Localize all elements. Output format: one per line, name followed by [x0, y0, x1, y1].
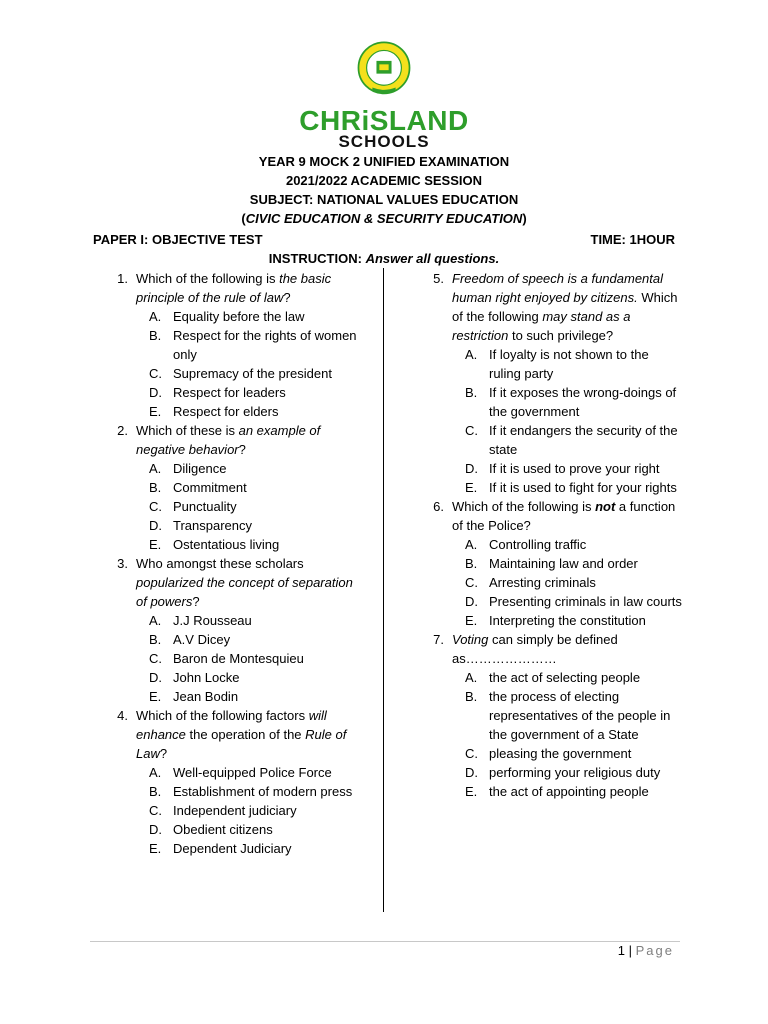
- question-number: 7.: [433, 632, 444, 647]
- option: E. Respect for elders: [149, 404, 279, 419]
- page-number: 1: [617, 943, 626, 958]
- question-7: [420, 630, 682, 801]
- option: D. John Locke: [149, 670, 240, 685]
- question-number: 3.: [117, 556, 128, 571]
- page-label: Page: [635, 943, 674, 958]
- option: A. the act of selecting people: [465, 670, 641, 685]
- school-name: CHRiSLAND: [299, 105, 469, 136]
- question-text: Which of the following factors will enhance the operation of the Rule of Law?: [136, 708, 347, 761]
- option: C. Arresting criminals: [465, 575, 596, 590]
- question-text: Freedom of speech is a fundamental human right enjoyed by citizens. Which of the following may stand as a restriction to such privilege?: [452, 271, 678, 343]
- subject-line: SUBJECT: NATIONAL VALUES EDUCATION: [249, 192, 519, 207]
- option: D. Transparency: [149, 518, 252, 533]
- option: B. Maintaining law and order: [465, 556, 638, 571]
- option: B. Respect for the rights of women only: [149, 328, 357, 362]
- school-subtitle: SCHOOLS: [338, 132, 430, 151]
- question-text: Which of these is an example of negative behavior?: [136, 423, 321, 457]
- question-5: [420, 269, 682, 497]
- option: A. Equality before the law: [149, 309, 305, 324]
- question-6: [420, 497, 682, 630]
- instruction: INSTRUCTION: Answer all questions.: [268, 251, 500, 266]
- option: B. Establishment of modern press: [149, 784, 353, 799]
- option: C. Independent judiciary: [149, 803, 297, 818]
- option: E. Ostentatious living: [149, 537, 280, 552]
- question-1: [104, 269, 366, 421]
- option: A. J.J Rousseau: [149, 613, 252, 628]
- option: A. Diligence: [149, 461, 227, 476]
- option: C. If it endangers the security of the state: [465, 423, 678, 457]
- option: E. Interpreting the constitution: [465, 613, 646, 628]
- subject-subtitle: (CIVIC EDUCATION & SECURITY EDUCATION): [241, 211, 527, 226]
- option: B. If it exposes the wrong-doings of the government: [465, 385, 677, 419]
- option: E. the act of appointing people: [465, 784, 649, 799]
- academic-session: 2021/2022 ACADEMIC SESSION: [285, 173, 483, 188]
- option: D. Obedient citizens: [149, 822, 273, 837]
- option: D. performing your religious duty: [465, 765, 661, 780]
- paper-label: PAPER I: OBJECTIVE TEST: [93, 232, 263, 247]
- question-text: Which of the following is not a function of the Police?: [452, 499, 676, 533]
- option: D. If it is used to prove your right: [465, 461, 660, 476]
- option: E. Jean Bodin: [149, 689, 239, 704]
- school-crest-logo: [355, 40, 413, 98]
- option: B. Commitment: [149, 480, 247, 495]
- question-number: 2.: [117, 423, 128, 438]
- option: B. the process of electing representatives of the people in the government of a State: [465, 689, 671, 742]
- option: C. pleasing the government: [465, 746, 632, 761]
- option: E. If it is used to fight for your rights: [465, 480, 677, 495]
- option: A. Well-equipped Police Force: [149, 765, 332, 780]
- question-4: [104, 706, 366, 858]
- option: C. Supremacy of the president: [149, 366, 332, 381]
- question-text: Voting can simply be defined as…………………: [452, 632, 618, 666]
- question-number: 1.: [117, 271, 128, 286]
- question-number: 4.: [117, 708, 128, 723]
- question-number: 5.: [433, 271, 444, 286]
- page-footer: 1 | Page: [617, 943, 674, 958]
- exam-title: YEAR 9 MOCK 2 UNIFIED EXAMINATION: [258, 154, 510, 169]
- option: C. Baron de Montesquieu: [149, 651, 304, 666]
- question-number: 6.: [433, 499, 444, 514]
- option: D. Presenting criminals in law courts: [465, 594, 682, 609]
- question-text: Who amongst these scholars popularized the concept of separation of powers?: [136, 556, 353, 609]
- option: C. Punctuality: [149, 499, 237, 514]
- column-divider: [383, 268, 384, 912]
- question-3: [104, 554, 366, 706]
- time-label: TIME: 1HOUR: [590, 232, 675, 247]
- option: A. Controlling traffic: [465, 537, 587, 552]
- question-text: Which of the following is the basic principle of the rule of law?: [136, 271, 332, 305]
- option: A. If loyalty is not shown to the ruling party: [465, 347, 649, 381]
- footer-divider: [90, 941, 680, 942]
- right-column: [420, 269, 682, 801]
- question-2: [104, 421, 366, 554]
- left-column: [104, 269, 366, 858]
- option: E. Dependent Judiciary: [149, 841, 292, 856]
- option: D. Respect for leaders: [149, 385, 286, 400]
- option: B. A.V Dicey: [149, 632, 231, 647]
